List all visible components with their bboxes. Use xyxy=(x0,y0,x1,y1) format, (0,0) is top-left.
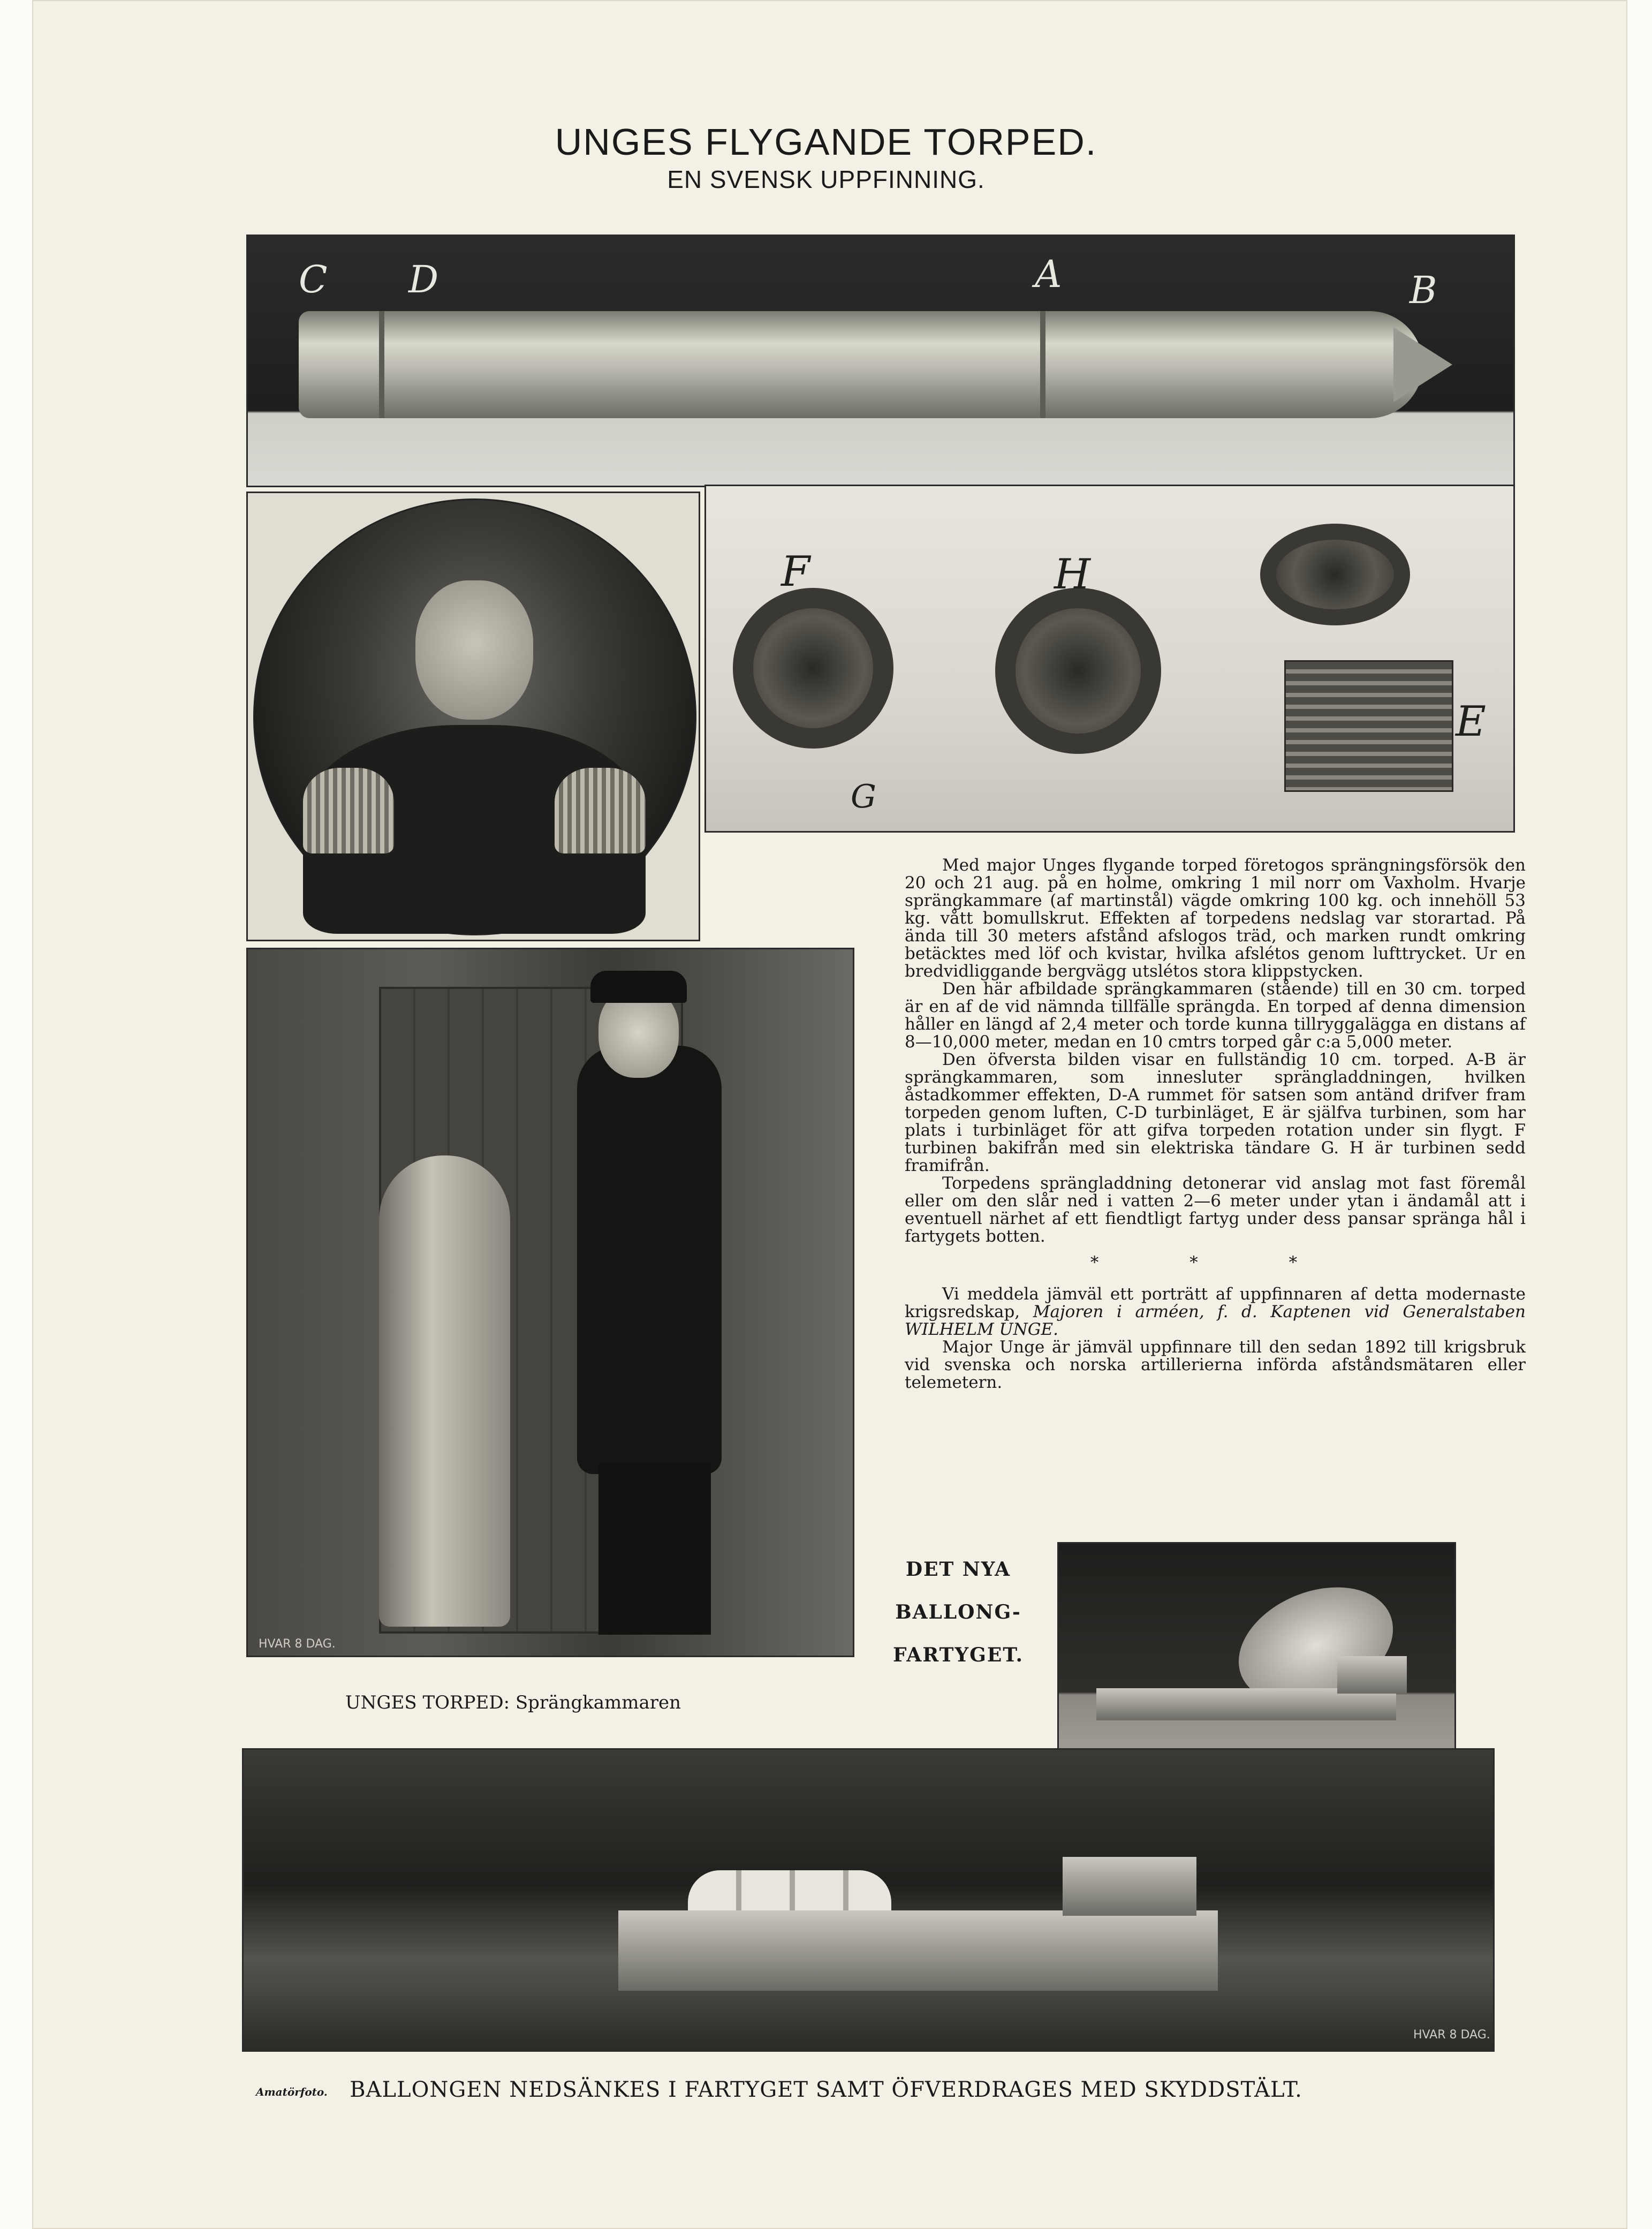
torpedo-body xyxy=(299,311,1423,418)
portrait-epaulette xyxy=(555,768,646,853)
article-paragraph: Torpedens sprängladdning detonerar vid anslag mot fast föremål eller om den slår ned i vatten 2—6 meter under ytan i ändamål att i eventuell närhet af ett fiendtligt fartyg under dess pansar spränga hål i fartygets botten. xyxy=(905,1174,1526,1246)
ship-cabin xyxy=(1337,1656,1407,1694)
turbine-ring-top xyxy=(1260,524,1410,625)
photo-credit: HVAR 8 DAG. xyxy=(1413,2028,1490,2042)
ship-wide-photo xyxy=(242,1748,1495,2052)
turbine-letter-g: G xyxy=(851,778,876,815)
ship-tent xyxy=(688,1870,891,1913)
torpedo-letter-c: C xyxy=(299,258,328,301)
turbine-letter-e: E xyxy=(1456,698,1486,746)
article-paragraph xyxy=(905,1286,1526,1339)
turbine-letter-h: H xyxy=(1054,550,1091,599)
page-subtitle: EN SVENSK UPPFINNING. xyxy=(667,165,985,193)
turbine-e xyxy=(1284,660,1453,792)
photo-credit: HVAR 8 DAG. xyxy=(259,1637,336,1651)
ship-label-line: BALLONG- xyxy=(895,1601,1021,1623)
article-paragraph: Med major Unges flygande torped företogos sprängningsförsök den 20 och 21 aug. på en holme, omkring 1 mil norr om Vaxholm. Hvarje sprängkammare (af martinstål) vägde omkring 100 kg. och innehöll 53 kg. vått bomullskrut. Effekten af torpedens nedslag var storartad. På ända till 30 meters afstånd afslogos träd, och marken rundt omkring betäcktes med löf och kvistar, hvilka afslétos genom lufttrycket. Ur en bredvidliggande bergvägg utslétos stora klippstycken. xyxy=(905,856,1526,981)
article-paragraph: Den öfversta bilden visar en fullständig 10 cm. torped. A-B är sprängkammaren, som innesluter sprängladdningen, hvilken åstadkommer effekten, D-A rummet för satsen som antänd drifver fram torpeden genom luften, C-D turbinläget, E är själfva turbinen, som har plats i turbinläget för att gifva torpeden rotation under sin flygt. F turbinen bakifrån med sin elektriska tändare G. H är turbinen sedd framifrån. xyxy=(905,1050,1526,1175)
portrait-photo xyxy=(246,492,700,941)
sprangkammare-shell xyxy=(379,1155,510,1627)
turbine-letter-f: F xyxy=(781,548,810,596)
torpedo-letter-d: D xyxy=(408,258,439,301)
sprangkammare-caption xyxy=(345,1692,681,1713)
torpedo-band xyxy=(1040,311,1045,418)
ship-wide-cabin xyxy=(1063,1857,1196,1916)
torpedo-photo xyxy=(246,235,1515,487)
boy-figure xyxy=(577,1046,722,1474)
turbine-h xyxy=(995,588,1161,754)
portrait-face xyxy=(415,580,533,720)
torpedo-tip xyxy=(1393,327,1452,402)
amator-credit: Amatörfoto. xyxy=(256,2086,328,2098)
torpedo-letter-b: B xyxy=(1409,268,1437,312)
article-inventor-title: Majoren i arméen, f. d. Kaptenen vid Generalstaben WILHELM UNGE. xyxy=(905,1302,1526,1339)
article-paragraph-start: Vi meddela jämväl ett porträtt af uppfinnaren af detta modernaste krigsredskap, xyxy=(905,1284,1526,1321)
ship-label-line: FARTYGET. xyxy=(892,1644,1024,1666)
article-paragraph: Major Unge är jämväl uppfinnare till den sedan 1892 till krigsbruk vid svenska och norska artillerierna införda afståndsmätaren eller telemetern. xyxy=(905,1338,1526,1392)
ship-label-line: DET NYA xyxy=(905,1558,1011,1581)
portrait-oval xyxy=(253,498,696,935)
portrait-epaulette xyxy=(303,768,394,853)
article-paragraph: Den här afbildade sprängkammaren (stående) till en 30 cm. torped är en af de vid nämnda tillfälle sprängda. En torped af denna dimension håller en längd af 2,4 meter och torde kunna tillryggalägga en distans af 8—10,000 meter, medan en 10 cmtrs torped går c:a 5,000 meter. xyxy=(905,979,1526,1052)
page-title: UNGES FLYGANDE TORPED. xyxy=(555,121,1097,163)
turbine-f xyxy=(733,588,893,749)
boy-cap xyxy=(590,971,687,1003)
boy-legs xyxy=(598,1463,711,1635)
ship-wide-hull xyxy=(618,1910,1218,1991)
caption-suffix: Sprängkammaren xyxy=(515,1692,681,1713)
torpedo-band xyxy=(379,311,384,418)
torpedo-letter-a: A xyxy=(1035,252,1062,296)
section-divider: * * * xyxy=(1090,1253,1340,1272)
turbine-photo xyxy=(704,485,1515,833)
article-text xyxy=(905,857,1526,1392)
caption-prefix: UNGES TORPED: xyxy=(345,1692,510,1713)
sprangkammare-photo xyxy=(246,948,854,1657)
footer-caption: BALLONGEN NEDSÄNKES I FARTYGET SAMT ÖFVERDRAGES MED SKYDDSTÄLT. xyxy=(350,2077,1302,2102)
